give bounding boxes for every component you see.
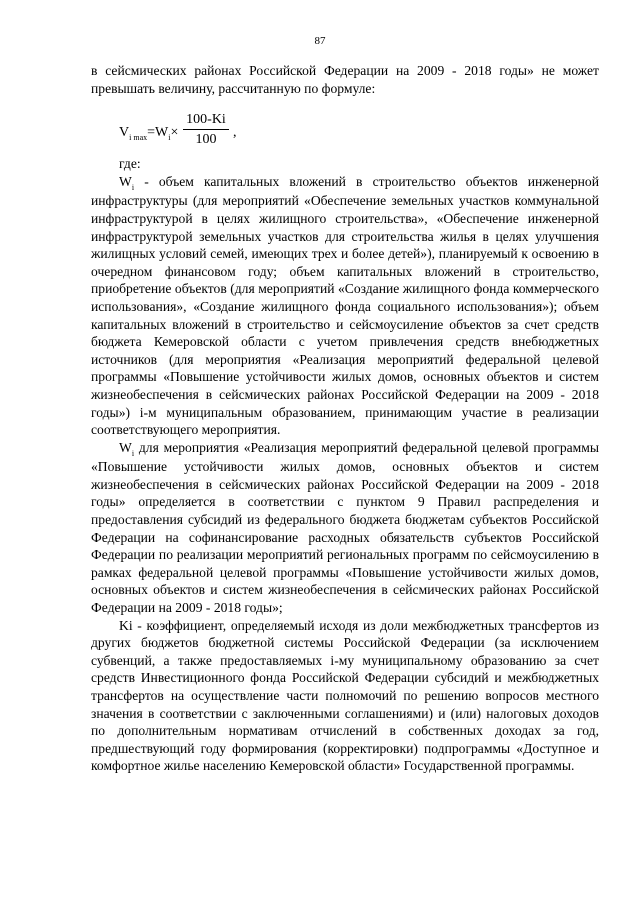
definition-text: - объем капитальных вложений в строительство объектов инженерной инфраструктуры (для мероприятий «Обеспечение земельных участков коммунальной инфраструктурой в целях жилищного строительства», «Обеспечение инженерной инфраструктурой земельных участков для строительства жилья в целях улучшения жилищных условий семей, имеющих трех и более детей»), планируемый к освоению в очередном финансовом году; объем капитальных вложений в строительство, приобретение объектов (для мероприятий «Создание жилищного фонда коммерческого использования», «Создание жилищного фонда социального использования»); объем капитальных вложений в строительство и сейсмоусиление объектов за счет средств бюджета Кемеровской области с учетом привлечения средств внебюджетных источников (для мероприятия «Реализация мероприятий федеральной целевой программы «Повышение устойчивости жилых домов, основных объектов и систем жизнеобеспечения в сейсмических районах Российской Федерации на 2009 - 2018 годы») i-м муниципальным образованием, принимающим участие в реализации соответствующего мероприятия. — [91, 173, 599, 438]
definition-text: для мероприятия «Реализация мероприятий федеральной целевой программы «Повышение устойчивости жилых домов, основных объектов и систем жизнеобеспечения в сейсмических районах Российской Федерации на 2009 - 2018 годы» определяется в соответствии с пунктом 9 Правил распределения и предоставления субсидий из федерального бюджета бюджетам субъектов Российской Федерации на софинансирование расходных обязательств субъектов Российской Федерации по реализации мероприятий региональных программ по сейсмоусилению в рамках федеральной целевой программы «Повышение устойчивости жилых домов, основных объектов и систем жизнеобеспечения в сейсмических районах Российской Федерации на 2009 - 2018 годы»; — [91, 439, 599, 616]
definition-symbol: Ki — [119, 617, 133, 633]
definition-paragraph — [91, 439, 599, 617]
formula-v-subscript: i max — [129, 133, 148, 143]
definition-paragraph — [91, 617, 599, 775]
formula-numerator: 100-Ki — [183, 111, 229, 130]
formula-fraction — [183, 111, 229, 150]
intro-paragraph: в сейсмических районах Российской Федерации на 2009 - 2018 годы» не может превышать величину, рассчитанную по формуле: — [91, 63, 599, 96]
formula — [91, 109, 599, 155]
page-number: 87 — [314, 35, 326, 47]
where-label: где: — [119, 156, 141, 172]
formula-w-subscript: i — [168, 133, 171, 143]
formula-times: × — [170, 125, 179, 141]
definition-symbol: W — [119, 439, 132, 455]
formula-denominator: 100 — [195, 132, 217, 148]
formula-equals-w: =W — [147, 125, 169, 141]
definition-paragraph — [91, 173, 599, 439]
formula-comma: , — [233, 125, 237, 141]
formula-lhs — [119, 124, 178, 143]
definition-symbol-subscript: i — [131, 448, 135, 458]
definition-symbol: W — [119, 173, 132, 189]
definition-symbol-subscript: i — [131, 182, 135, 192]
definition-text: - коэффициент, определяемый исходя из доли межбюджетных трансфертов из других бюджетов бюджетной системы Российской Федерации (за исключением субвенций, а также предоставляемых i-му муниципальному образованию за счет средств Инвестиционного фонда Российской Федерации субсидий и межбюджетных трансфертов на осуществление части полномочий по решению вопросов местного значения в соответствии с заключенными соглашениями) и (или) налоговых доходов по дополнительным нормативам отчислений в собственных доходах за год, предшествующий году формирования (корректировки) подпрограммы «Доступное и комфортное жилье населению Кемеровской области» Государственной программы. — [91, 617, 599, 774]
document-body — [91, 62, 599, 775]
formula-v: V — [119, 125, 130, 141]
